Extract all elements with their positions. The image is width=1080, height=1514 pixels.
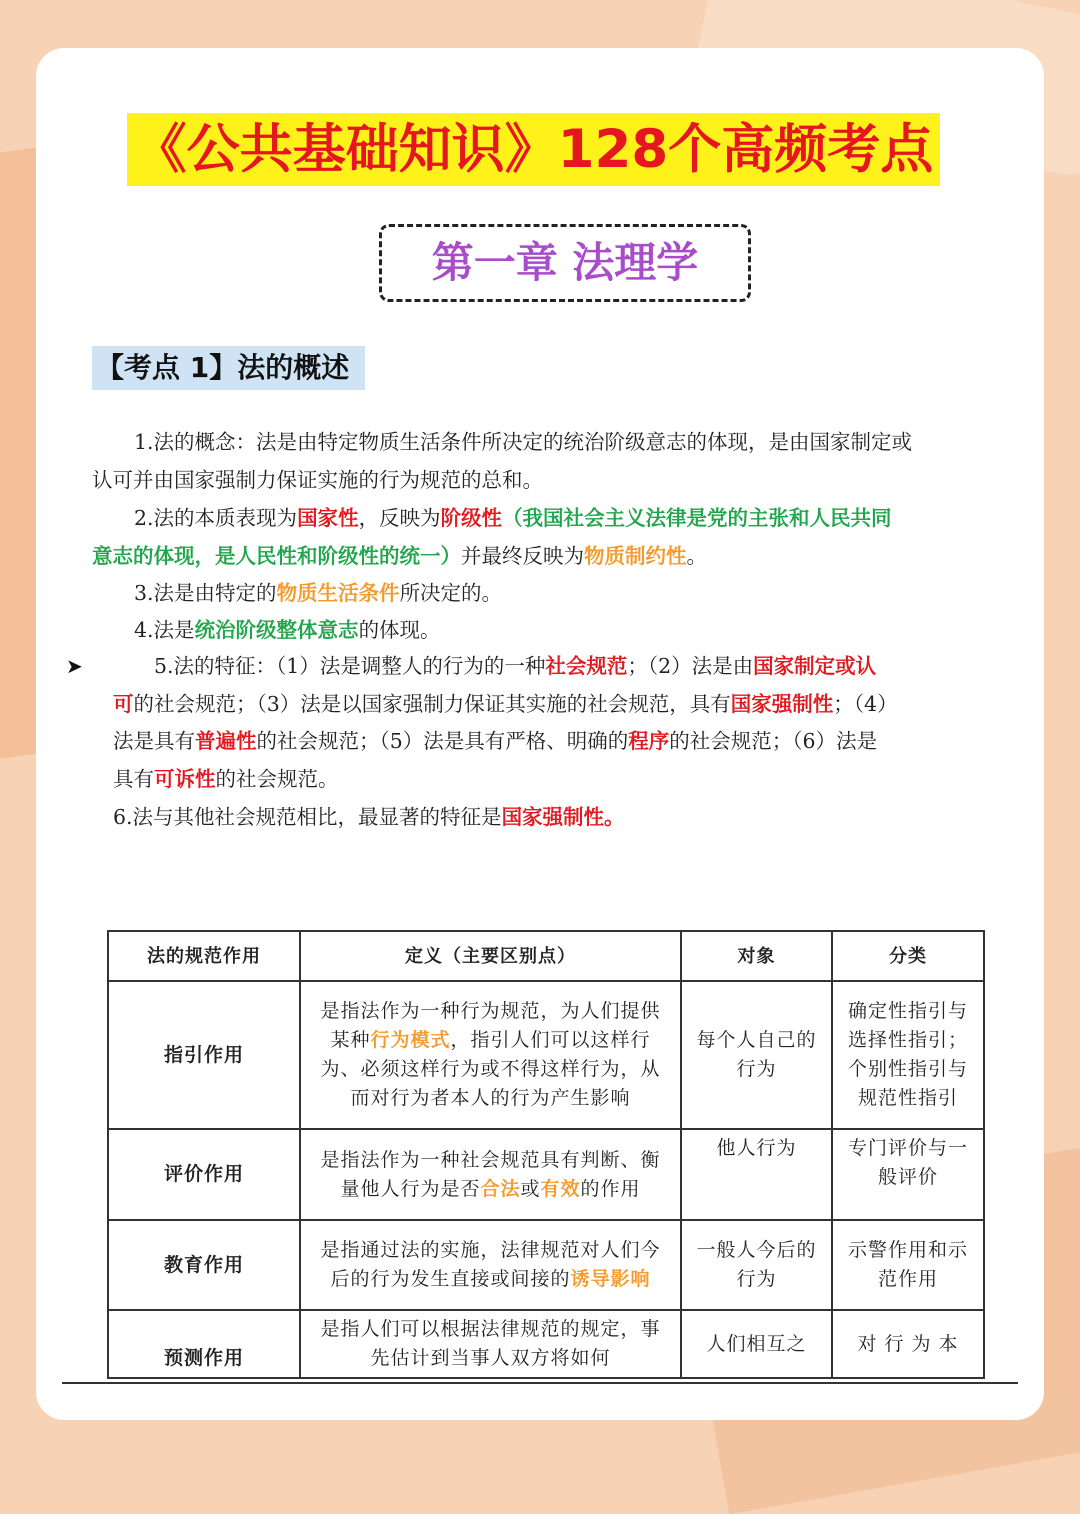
row-name: 指引作用	[108, 981, 300, 1129]
paragraph-1-line-2: 认可并由国家强制力保证实施的行为规范的总和。	[92, 468, 543, 492]
arrow-bullet-icon: ➤	[66, 654, 83, 678]
row-definition: 是指通过法的实施，法律规范对人们今后的行为发生直接或间接的诱导影响	[300, 1220, 681, 1310]
key-point-heading: 【考点 1】法的概述	[92, 346, 365, 390]
row-name: 教育作用	[108, 1220, 300, 1310]
row-definition: 是指人们可以根据法律规范的规定，事先估计到当事人双方将如何	[300, 1310, 681, 1378]
table-row	[108, 1310, 984, 1378]
table-header-row	[108, 931, 984, 981]
paragraph-1-line-1: 1.法的概念：法是由特定物质生活条件所决定的统治阶级意志的体现，是由国家制定或	[134, 430, 913, 454]
page-title: 《公共基础知识》128个高频考点	[127, 113, 940, 186]
paragraph-2-line-1: 2.法的本质表现为国家性，反映为阶级性（我国社会主义法律是党的主张和人民共同	[134, 506, 892, 530]
row-category: 确定性指引与选择性指引；个别性指引与规范性指引	[832, 981, 984, 1129]
paragraph-5-line-2: 可的社会规范；（3）法是以国家强制力保证其实施的社会规范，具有国家强制性；（4）	[113, 692, 898, 716]
paragraph-5-line-4: 具有可诉性的社会规范。	[113, 767, 339, 791]
paragraph-6: 6.法与其他社会规范相比，最显著的特征是国家强制性。	[113, 805, 625, 829]
row-category: 专门评价与一般评价	[832, 1129, 984, 1220]
row-object: 人们相互之	[681, 1310, 832, 1378]
row-object: 每个人自己的行为	[681, 981, 832, 1129]
row-definition: 是指法作为一种行为规范，为人们提供某种行为模式，指引人们可以这样行为、必须这样行为或不得这样行为，从而对行为者本人的行为产生影响	[300, 981, 681, 1129]
row-category: 示警作用和示范作用	[832, 1220, 984, 1310]
table-header: 对象	[681, 931, 832, 981]
row-object: 他人行为	[681, 1129, 832, 1220]
paragraph-2-line-2: 意志的体现，是人民性和阶级性的统一）并最终反映为物质制约性。	[92, 544, 707, 568]
table-row	[108, 1220, 984, 1310]
chapter-heading: 第一章 法理学	[379, 224, 751, 302]
paragraph-5-line-3: 法是具有普遍性的社会规范；（5）法是具有严格、明确的程序的社会规范；（6）法是	[113, 729, 878, 753]
page-cut-line	[62, 1382, 1018, 1384]
table-header: 分类	[832, 931, 984, 981]
paragraph-5-line-1: 5.法的特征：（1）法是调整人的行为的一种社会规范；（2）法是由国家制定或认	[154, 654, 877, 678]
row-object: 一般人今后的行为	[681, 1220, 832, 1310]
table-row	[108, 981, 984, 1129]
row-name: 预测作用	[108, 1310, 300, 1378]
row-category: 对 行 为 本	[832, 1310, 984, 1378]
row-name: 评价作用	[108, 1129, 300, 1220]
table-header: 定义（主要区别点）	[300, 931, 681, 981]
table-row	[108, 1129, 984, 1220]
norm-function-table	[107, 930, 985, 1379]
row-definition: 是指法作为一种社会规范具有判断、衡量他人行为是否合法或有效的作用	[300, 1129, 681, 1220]
table-header: 法的规范作用	[108, 931, 300, 981]
paragraph-4: 4.法是统治阶级整体意志的体现。	[134, 618, 441, 642]
paragraph-3: 3.法是由特定的物质生活条件所决定的。	[134, 581, 503, 605]
